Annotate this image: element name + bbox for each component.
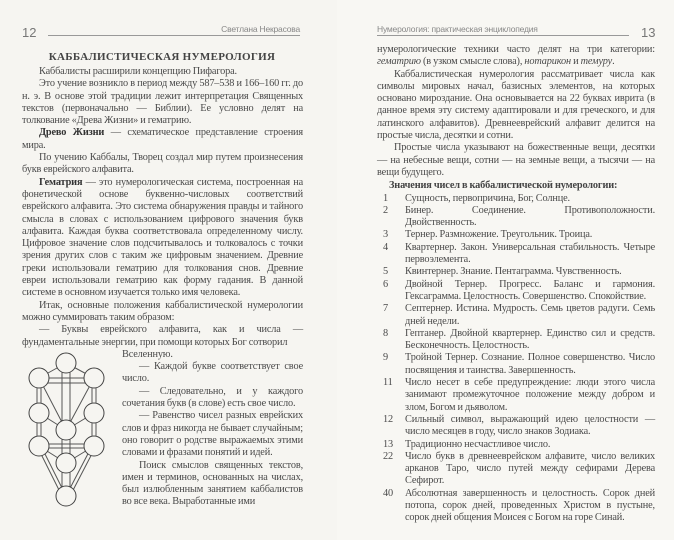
right-page bbox=[337, 0, 674, 540]
item-number: 3 bbox=[383, 229, 388, 241]
list-item bbox=[383, 451, 655, 488]
header-rule bbox=[48, 35, 300, 36]
term: Древо Жизни bbox=[39, 127, 105, 139]
text: нумерологические техники часто делят на три категории: bbox=[377, 44, 655, 55]
item-number: 22 bbox=[383, 450, 393, 462]
item-number: 6 bbox=[383, 278, 388, 290]
item-text: Двойной Тернер. Прогресс. Баланс и гармония. Гексаграмма. Целостность. Совершенство. Спокойствие. bbox=[405, 278, 655, 302]
list-item bbox=[383, 488, 655, 525]
list-item bbox=[383, 279, 655, 304]
term: нотарикон bbox=[524, 56, 571, 68]
paragraph: По учению Каббалы, Творец создал мир путем произнесения букв еврейского алфавита. bbox=[22, 152, 303, 176]
body-text bbox=[377, 44, 655, 525]
page-number: 13 bbox=[641, 25, 656, 40]
paragraph: Поиск смыслов священных текстов, имен и терминов, основанных на числах, был излюбленным занятием каббалистов во все века. Выработанные ими bbox=[122, 459, 303, 508]
list-item bbox=[383, 414, 655, 439]
paragraph: Каббалисты расширили концепцию Пифагора. bbox=[39, 66, 237, 77]
list-heading: Значения чисел в каббалистической нумерологии: bbox=[389, 180, 618, 192]
item-text: Число несет в себе предупреждение: люди этого числа занимают промежуточное положение между добром и злом, Богом и дьяволом. bbox=[405, 377, 655, 413]
paragraph-end: Вселенную. bbox=[122, 348, 173, 360]
item-text: Септернер. Истина. Мудрость. Семь цветов радуги. Семь дней недели. bbox=[405, 303, 655, 327]
term: Гематрия bbox=[39, 176, 83, 188]
paragraph bbox=[377, 44, 655, 69]
item-number: 7 bbox=[383, 303, 388, 315]
paragraph: — Буквы еврейского алфавита, как и числа — фундаментальные энергии, при помощи которых Бог сотворил bbox=[22, 324, 303, 348]
list-item bbox=[383, 328, 655, 353]
item-text: Тройной Тернер. Сознание. Полное совершенство. Число посвящения и таинства. Завершенность. bbox=[405, 352, 655, 376]
definition: — схематическое представление строения мира. bbox=[22, 127, 304, 151]
text: . bbox=[612, 56, 615, 68]
item-number: 1 bbox=[383, 192, 388, 204]
number-meanings-list bbox=[377, 180, 655, 524]
item-number: 11 bbox=[383, 377, 393, 389]
list-item bbox=[383, 352, 655, 377]
body-text bbox=[22, 66, 303, 515]
term: темуру bbox=[580, 56, 613, 68]
list-item bbox=[383, 193, 655, 205]
paragraph: Это учение возникло в период между 587–538 и 166–160 гг. до н. э. В основе этой традиции лежит интерпретация Священных текстов (первоначально — Библии). Ее условно делят на толкование «Древа Жизни» и гематрию. bbox=[22, 78, 303, 127]
chapter-title: КАББАЛИСТИЧЕСКАЯ НУМЕРОЛОГИЯ bbox=[48, 51, 276, 63]
tree-of-life-diagram bbox=[22, 351, 114, 511]
item-number: 4 bbox=[383, 241, 388, 253]
paragraph: Простые числа указывают на божественные вещи, десятки — на небесные вещи, сотни — на земные вещи, а тысячи — на вещи будущего. bbox=[377, 142, 655, 178]
text: (в узком смысле слова), bbox=[420, 56, 525, 68]
list-item bbox=[383, 439, 655, 451]
list-item bbox=[383, 266, 655, 278]
paragraph: Каббалистическая нумерология рассматривает числа как символы мировых начал, базисных элементов, на которых основано мироздание. Она основывается на 22 буквах иврита (в данное время эту систему адаптировали и для греческого, и для латинского алфавитов). Древнееврейский алфавит делится на простые числа, десятки и сотни. bbox=[377, 68, 655, 142]
header-rule bbox=[377, 35, 629, 36]
list-item bbox=[383, 303, 655, 328]
item-text: Квартернер. Закон. Универсальная стабильность. Четыре первоэлемента. bbox=[405, 241, 655, 266]
paragraph: — Каждой букве соответствует свое число. bbox=[122, 361, 303, 385]
page-number: 12 bbox=[22, 25, 37, 40]
paragraph: — Равенство чисел разных еврейских слов и фраз никогда не бывает случайным; оно говорит о родстве выражаемых этими словами и фразами понятий и идей. bbox=[122, 410, 303, 459]
item-text: Сильный символ, выражающий идею целостности — число месяцев в году, число знаков Зодиака. bbox=[405, 413, 655, 438]
item-text: Сущность, первопричина, Бог, Солнце. bbox=[405, 192, 570, 204]
item-number: 9 bbox=[383, 352, 388, 364]
paragraph bbox=[22, 127, 303, 152]
running-head: Нумерология: практическая энциклопедия bbox=[377, 24, 538, 34]
paragraph: — Следовательно, и у каждого сочетания букв (в слове) есть свое число. bbox=[122, 385, 303, 410]
item-text: Абсолютная завершенность и целостность. Сорок дней потопа, сорок дней, проведенных Христом в пустыне, сорок дней общения Моисея с Богом на горе Синай. bbox=[405, 487, 655, 524]
item-text: Число букв в древнееврейском алфавите, число великих арканов Таро, число путей между сефирами Дерева Сефирот. bbox=[405, 450, 655, 487]
list-item bbox=[383, 229, 655, 241]
item-text: Квинтернер. Знание. Пентаграмма. Чувственность. bbox=[405, 266, 622, 278]
text: и bbox=[571, 56, 581, 68]
definition: — это нумерологическая система, построенная на фонетической основе буквенно-числовых соответствий еврейского алфавита. Это система обнаружения правды и тайного смысла в словах с использованием цифрового значения букв алфавита. Каждая буква соответствовала определенному числу. Цифровое значение слов подсчитывалось и толковалось с точки зрения других слов с таким же цифровым значением. Древние греки использовали гематрию для толкования снов. Древние евреи использовали гематрию как форму гадания. В данной системе в основном изучается только имя человека. bbox=[22, 176, 303, 299]
item-text: Тернер. Размножение. Треугольник. Троица. bbox=[405, 229, 593, 241]
item-number: 2 bbox=[383, 204, 388, 216]
paragraph bbox=[22, 177, 303, 300]
item-number: 5 bbox=[383, 266, 388, 278]
paragraph: Итак, основные положения каббалистической нумерологии можно суммировать таким образом: bbox=[22, 299, 303, 323]
list-item bbox=[383, 242, 655, 267]
item-number: 8 bbox=[383, 327, 388, 339]
item-text: Бинер. Соединение. Противоположности. Двойственность. bbox=[405, 204, 655, 229]
list-item bbox=[383, 377, 655, 414]
item-number: 40 bbox=[383, 487, 393, 499]
term: гематрию bbox=[377, 56, 421, 68]
item-text: Гептанер. Двойной квартернер. Единство сил и средств. Бесконечность. Целостность. bbox=[405, 327, 655, 352]
item-number: 13 bbox=[383, 438, 393, 450]
item-number: 12 bbox=[383, 413, 393, 425]
item-text: Традиционно несчастливое число. bbox=[405, 438, 551, 450]
list-item bbox=[383, 205, 655, 230]
running-head: Светлана Некрасова bbox=[221, 24, 300, 34]
